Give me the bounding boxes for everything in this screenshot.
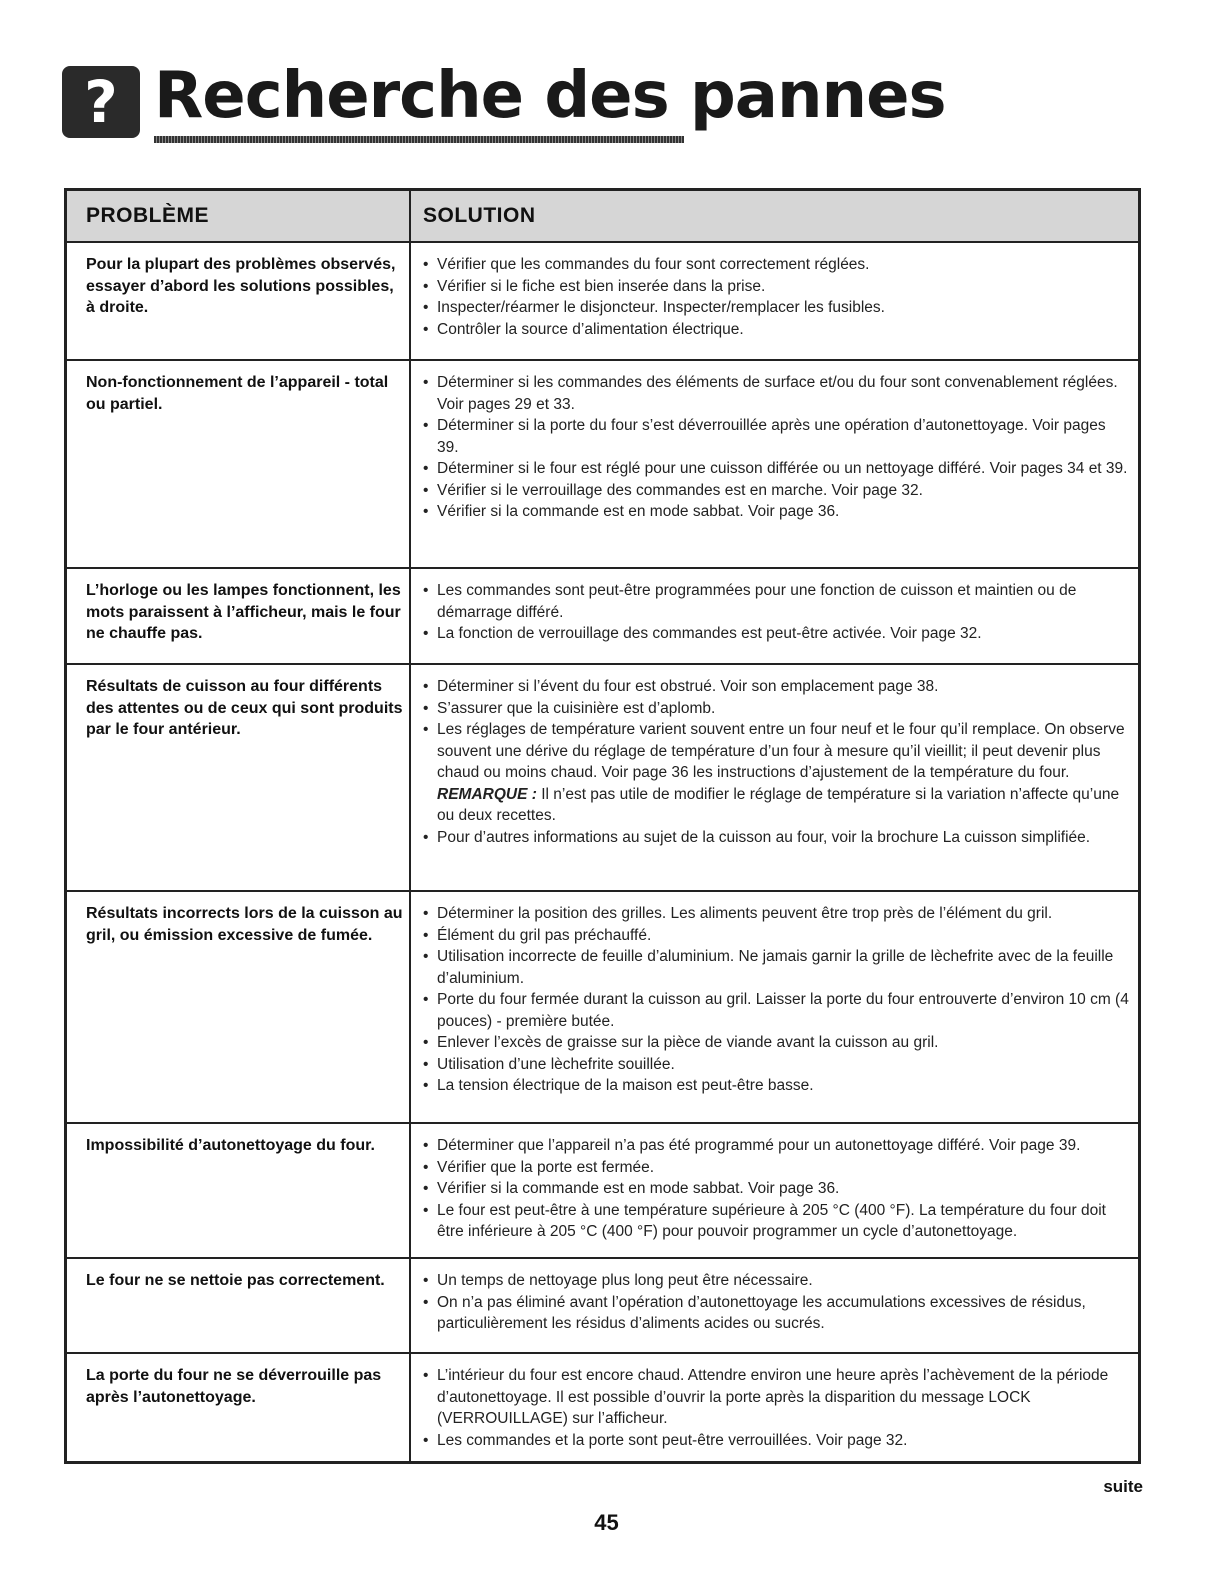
- solution-item: • Enlever l’excès de graisse sur la pièce de viande avant la cuisson au gril.: [423, 1032, 1131, 1054]
- solution-list: [423, 1270, 1131, 1335]
- remarque-label: REMARQUE :: [437, 785, 537, 803]
- solution-item: • Inspecter/réarmer le disjoncteur. Inspecter/remplacer les fusibles.: [423, 297, 1131, 319]
- continued-label: suite: [1103, 1477, 1143, 1496]
- problem-cell: Résultats de cuisson au four différents des attentes ou de ceux qui sont produits par le four antérieur.: [86, 678, 403, 738]
- solution-list: [423, 372, 1131, 523]
- solution-text: Les réglages de température varient souvent entre un four neuf et le four qu’il remplace. On observe souvent une dérive du réglage de température d’un four à mesure qu’il vieillit; il peut devenir plus chaud ou moins chaud. Voir page 36 les instructions d’ajustement de la température du four.: [437, 721, 1125, 781]
- solution-item: • L’intérieur du four est encore chaud. Attendre environ une heure après l’achèvement de la période d’autonettoyage. Il est possible d’ouvrir la porte après la disparition du message LOCK (VERROUILLAGE) sur l’afficheur.: [423, 1365, 1131, 1430]
- solution-list: [423, 254, 1131, 340]
- solution-item: • Déterminer si les commandes des éléments de surface et/ou du four sont convenablement réglées. Voir pages 29 et 33.: [423, 372, 1131, 415]
- table-row: [67, 241, 1138, 361]
- solution-item: • Utilisation d’une lèchefrite souillée.: [423, 1054, 1131, 1076]
- solution-item: • Vérifier si la commande est en mode sabbat. Voir page 36.: [423, 501, 1131, 523]
- page-title: Recherche des pannes: [154, 59, 946, 133]
- table-row: [67, 1257, 1138, 1354]
- title-underline: [154, 136, 684, 143]
- problem-cell: Résultats incorrects lors de la cuisson au gril, ou émission excessive de fumée.: [86, 905, 403, 944]
- solution-item: • S’assurer que la cuisinière est d’aplomb.: [423, 698, 1131, 720]
- table-row: [67, 663, 1138, 892]
- problem-cell: L’horloge ou les lampes fonctionnent, les mots paraissent à l’afficheur, mais le four ne chauffe pas.: [86, 582, 401, 642]
- solution-list: [423, 1135, 1131, 1243]
- solution-item: • Déterminer si le four est réglé pour une cuisson différée ou un nettoyage différé. Voir pages 34 et 39.: [423, 458, 1131, 480]
- problem-cell: Pour la plupart des problèmes observés, essayer d’abord les solutions possibles, à droite.: [86, 256, 396, 316]
- solution-item: • Contrôler la source d’alimentation électrique.: [423, 319, 1131, 341]
- header-solution: SOLUTION: [423, 204, 536, 227]
- header-problem: PROBLÈME: [86, 204, 210, 227]
- solution-item: • La tension électrique de la maison est peut-être basse.: [423, 1075, 1131, 1097]
- solution-list: [423, 903, 1131, 1097]
- solution-item: • Déterminer la position des grilles. Les aliments peuvent être trop près de l’élément du gril.: [423, 903, 1131, 925]
- solution-item: • Vérifier si le verrouillage des commandes est en marche. Voir page 32.: [423, 480, 1131, 502]
- solution-item: [423, 719, 1131, 827]
- table-row: [67, 1122, 1138, 1259]
- problem-cell: Impossibilité d’autonettoyage du four.: [86, 1137, 375, 1154]
- solution-item: • Un temps de nettoyage plus long peut être nécessaire.: [423, 1270, 1131, 1292]
- solution-list: [423, 676, 1131, 848]
- troubleshooting-table: [64, 188, 1141, 1464]
- solution-item: • Déterminer si l’évent du four est obstrué. Voir son emplacement page 38.: [423, 676, 1131, 698]
- table-header: [67, 191, 1138, 243]
- table-row: [67, 890, 1138, 1124]
- solution-item: • Pour d’autres informations au sujet de la cuisson au four, voir la brochure La cuisson simplifiée.: [423, 827, 1131, 849]
- table-row: [67, 359, 1138, 569]
- solution-list: [423, 1365, 1131, 1451]
- solution-item: • La fonction de verrouillage des commandes est peut-être activée. Voir page 32.: [423, 623, 1131, 645]
- problem-cell: Le four ne se nettoie pas correctement.: [86, 1272, 385, 1289]
- solution-item: • Vérifier que les commandes du four sont correctement réglées.: [423, 254, 1131, 276]
- solution-text: Il n’est pas utile de modifier le réglage de température si la variation n’affecte qu’une ou deux recettes.: [437, 785, 1120, 824]
- solution-item: • Les commandes et la porte sont peut-être verrouillées. Voir page 32.: [423, 1430, 1131, 1452]
- table-row: [67, 1352, 1138, 1463]
- solution-item: • Vérifier si le fiche est bien inserée dans la prise.: [423, 276, 1131, 298]
- solution-item: • Le four est peut-être à une température supérieure à 205 °C (400 °F). La température du four doit être inférieure à 205 °C (400 °F) pour pouvoir programmer un cycle d’autonettoyage.: [423, 1200, 1131, 1243]
- solution-item: • Les commandes sont peut-être programmées pour une fonction de cuisson et maintien ou de démarrage différé.: [423, 580, 1131, 623]
- solution-item: • Déterminer que l’appareil n’a pas été programmé pour un autonettoyage différé. Voir page 39.: [423, 1135, 1131, 1157]
- solution-item: • Porte du four fermée durant la cuisson au gril. Laisser la porte du four entrouverte d’environ 10 cm (4 pouces) - première butée.: [423, 989, 1131, 1032]
- solution-item: • On n’a pas éliminé avant l’opération d’autonettoyage les accumulations excessives de résidus, particulièrement les résidus d’aliments acides ou sucrés.: [423, 1292, 1131, 1335]
- solution-item: • Utilisation incorrecte de feuille d’aluminium. Ne jamais garnir la grille de lèchefrite avec de la feuille d’aluminium.: [423, 946, 1131, 989]
- problem-cell: Non-fonctionnement de l’appareil - total ou partiel.: [86, 374, 389, 413]
- table-row: [67, 567, 1138, 665]
- page-header: [62, 56, 946, 146]
- question-icon: ?: [62, 66, 140, 138]
- solution-item: • Vérifier que la porte est fermée.: [423, 1157, 1131, 1179]
- problem-cell: La porte du four ne se déverrouille pas après l’autonettoyage.: [86, 1367, 382, 1406]
- solution-item: • Élément du gril pas préchauffé.: [423, 925, 1131, 947]
- solution-item: • Déterminer si la porte du four s’est déverrouillée après une opération d’autonettoyage. Voir pages 39.: [423, 415, 1131, 458]
- solution-item: • Vérifier si la commande est en mode sabbat. Voir page 36.: [423, 1178, 1131, 1200]
- page-number: 45: [594, 1510, 619, 1535]
- solution-list: [423, 580, 1131, 645]
